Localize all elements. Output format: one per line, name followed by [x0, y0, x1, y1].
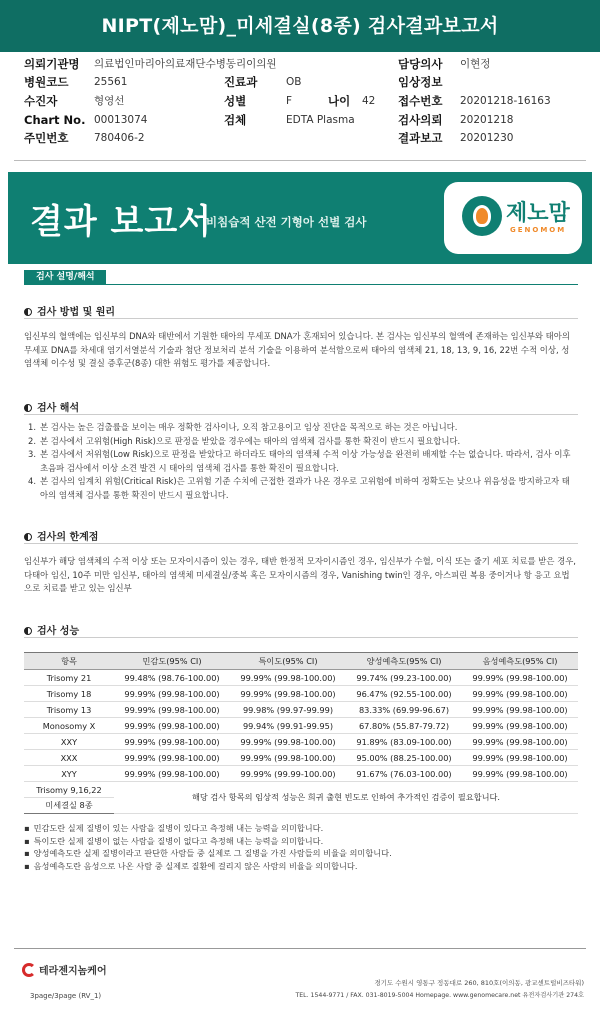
table-row: XYY 99.99% (99.98-100.00) 99.99% (99.99-100.00) 91.67% (76.03-100.00) 99.99% (99.98-100.00) [24, 766, 578, 782]
limitations-heading: 검사의 한계점 [24, 528, 98, 543]
column-header: 음성예측도(95% CI) [462, 653, 578, 670]
column-header: 특이도(95% CI) [230, 653, 346, 670]
list-item: ▪ 음성예측도란 음성으로 나온 사람 중 실제로 질환에 걸리지 않은 사람의 비율을 의미합니다. [24, 860, 578, 873]
banner-title: 결과 보고서 [30, 202, 213, 242]
chart-label: Chart No. [24, 113, 86, 127]
method-rule [24, 318, 578, 319]
clinical-label: 임상정보 [398, 75, 443, 89]
list-item: ▪ 민감도란 실제 질병이 있는 사람을 질병이 있다고 측정해 내는 능력을 의미합니다. [24, 822, 578, 835]
code-value: 25561 [94, 76, 128, 88]
table-header-row [24, 653, 578, 670]
doctor-value: 이현정 [460, 58, 491, 70]
section-tab: 검사 설명/해석 [24, 270, 106, 285]
request-label: 검사의뢰 [398, 113, 443, 127]
report-label: 결과보고 [398, 131, 443, 145]
footer-rule [14, 948, 586, 949]
performance-rule [24, 637, 578, 638]
doctor-label: 담당의사 [398, 57, 443, 71]
performance-table [24, 652, 578, 814]
receipt-label: 접수번호 [398, 94, 443, 108]
table-row: Trisomy 21 99.48% (98.76-100.00) 99.99% (99.98-100.00) 99.74% (99.23-100.00) 99.99% (99.98-100.00) [24, 670, 578, 686]
interpretation-list [28, 421, 576, 502]
half-circle-icon [24, 627, 32, 635]
logo-mother-icon [462, 196, 502, 236]
interpretation-rule [24, 414, 578, 415]
company-address: 경기도 수원시 영통구 정동대로 260, 810호(이의동, 광교센트럴비즈타워) [374, 979, 584, 987]
hospital-label: 의뢰기관명 [24, 57, 80, 71]
column-header: 민감도(95% CI) [114, 653, 230, 670]
table-row: Trisomy 18 99.99% (99.98-100.00) 99.99% (99.98-100.00) 96.47% (92.55-100.00) 99.99% (99.98-100.00) [24, 686, 578, 702]
dept-value: OB [286, 76, 302, 88]
section-rule [24, 284, 578, 285]
banner-subtitle: 비침습적 산전 기형아 선별 검사 [206, 215, 367, 229]
list-item: ▪ 특이도란 실제 질병이 없는 사람을 질병이 없다고 측정해 내는 능력을 의미합니다. [24, 835, 578, 848]
table-row: 미세결실 8종 [24, 798, 578, 814]
request-value: 20201218 [460, 114, 514, 126]
company-contact: TEL. 1544-9771 / FAX. 031-8019-5004 Homepage. www.genomecare.net 유전자검사기관 274호 [295, 992, 584, 999]
list-item: 1. 본 검사는 높은 검출률을 보이는 매우 정확한 검사이나, 오직 참고용이고 임상 진단을 목적으로 하는 것은 아닙니다. [28, 422, 458, 432]
company-logo: 테라젠지놈케어 [22, 962, 107, 977]
half-circle-icon [24, 533, 32, 541]
patient-value: 형영선 [94, 95, 125, 107]
specimen-value: EDTA Plasma [286, 114, 355, 126]
list-item: 3. 본 검사에서 저위험(Low Risk)으로 판정을 받았다고 하더라도 태아의 염색체 수적 이상 가능성을 완전히 배제할 수는 없습니다. 따라서, 검사 이후 초음파 검사에서 이상 소견 발견 시 태아의 염색체 검사를 통한 확진이 필요합니다. [28, 449, 571, 473]
column-header: 양성예측도(95% CI) [346, 653, 462, 670]
half-circle-icon [24, 308, 32, 316]
interpretation-heading: 검사 해석 [24, 399, 79, 414]
method-heading: 검사 방법 및 원리 [24, 303, 115, 318]
page-number: 3page/3page (RV_1) [30, 992, 102, 1000]
age-value: 42 [362, 95, 376, 107]
id-value: 780406-2 [94, 132, 145, 144]
code-label: 병원코드 [24, 75, 69, 89]
logo-text: 제노맘 [506, 201, 570, 226]
receipt-value: 20201218-16163 [460, 95, 551, 107]
table-row: XXX 99.99% (99.98-100.00) 99.99% (99.98-100.00) 95.00% (88.25-100.00) 99.99% (99.98-100.00) [24, 750, 578, 766]
sex-value: F [286, 95, 293, 107]
hospital-value: 의료법인마리아의료재단수병동리이의원 [94, 58, 277, 70]
limitations-text: 임신부가 해당 염색체의 수적 이상 또는 모자이시즘이 있는 경우, 태반 한정적 모자이시즘인 경우, 임신부가 수혈, 이식 또는 줄기 세포 치료를 받은 경우, 다태아 임신, 10주 미만 임신부, 태아의 염색체 미세결실/중복 혹은 모자이시즘의 경우, Vanishing twin인 경우, 아스피린 복용 중이거나 항 응고 요법으로 치료를 받고 있는 임신부 [24, 556, 576, 593]
limitations-rule [24, 543, 578, 544]
table-row: XXY 99.99% (99.98-100.00) 99.99% (99.98-100.00) 91.89% (83.09-100.00) 99.99% (99.98-100.00) [24, 734, 578, 750]
list-item: 2. 본 검사에서 고위험(High Risk)으로 판정을 받았을 경우에는 태아의 염색체 검사를 통한 확진이 반드시 필요합니다. [28, 435, 461, 446]
half-circle-icon [24, 404, 32, 412]
list-item: ▪ 양성예측도란 실제 질병이라고 판단한 사람들 중 실제로 그 질병을 가진 사람들의 비율을 의미합니다. [24, 847, 578, 860]
specimen-label: 검체 [224, 113, 247, 127]
genomom-logo [444, 182, 582, 254]
id-label: 주민번호 [24, 131, 69, 145]
method-text: 임신부의 혈액에는 임신부의 DNA와 태반에서 기원한 태아의 무세포 DNA가 혼재되어 있습니다. 본 검사는 임신부의 혈액에 존재하는 임신부와 태아의 무세포 DNA를 차세대 염기서열분석 기술과 첨단 정보처리 분석 기술을 이용하여 분석함으로써 태아의 염색체 21, 18, 13, 9, 16, 22번 수적 이상, 성염색체 이수성 및 결실 증후군(8종) 대한 위험도 평가를 제공합니다. [24, 331, 570, 368]
header-divider [14, 160, 586, 161]
column-header: 항목 [24, 653, 114, 670]
dept-label: 진료과 [224, 75, 258, 89]
age-label: 나이 [328, 94, 351, 108]
company-logo-icon [22, 963, 36, 977]
logo-subtext: GENOMOM [510, 226, 567, 234]
result-banner [8, 172, 592, 264]
table-row: Monosomy X 99.99% (99.98-100.00) 99.94% (99.91-99.95) 67.80% (55.87-79.72) 99.99% (99.98-100.00) [24, 718, 578, 734]
report-value: 20201230 [460, 132, 514, 144]
patient-label: 수진자 [24, 94, 58, 108]
table-row: Trisomy 9,16,22 해당 검사 항목의 임상적 성능은 희귀 출현 빈도로 인하여 추가적인 검증이 필요합니다. [24, 782, 578, 798]
extra-row-note: 해당 검사 항목의 임상적 성능은 희귀 출현 빈도로 인하여 추가적인 검증이 필요합니다. [114, 782, 578, 814]
list-item: 4. 본 검사의 임계치 위험(Critical Risk)은 고위험 기준 수치에 근접한 결과가 나온 경우로 고위험에 비하여 정확도는 낮으나 위음성을 방지하고자 태아의 염색체 검사를 통한 확진이 반드시 필요합니다. [28, 476, 570, 500]
report-title: NIPT(제노맘)_미세결실(8종) 검사결과보고서 [0, 0, 600, 52]
definition-notes [24, 822, 578, 872]
chart-value: 00013074 [94, 114, 148, 126]
performance-heading: 검사 성능 [24, 622, 79, 637]
table-row: Trisomy 13 99.99% (99.98-100.00) 99.98% (99.97-99.99) 83.33% (69.99-96.67) 99.99% (99.98-100.00) [24, 702, 578, 718]
sex-label: 성별 [224, 94, 247, 108]
